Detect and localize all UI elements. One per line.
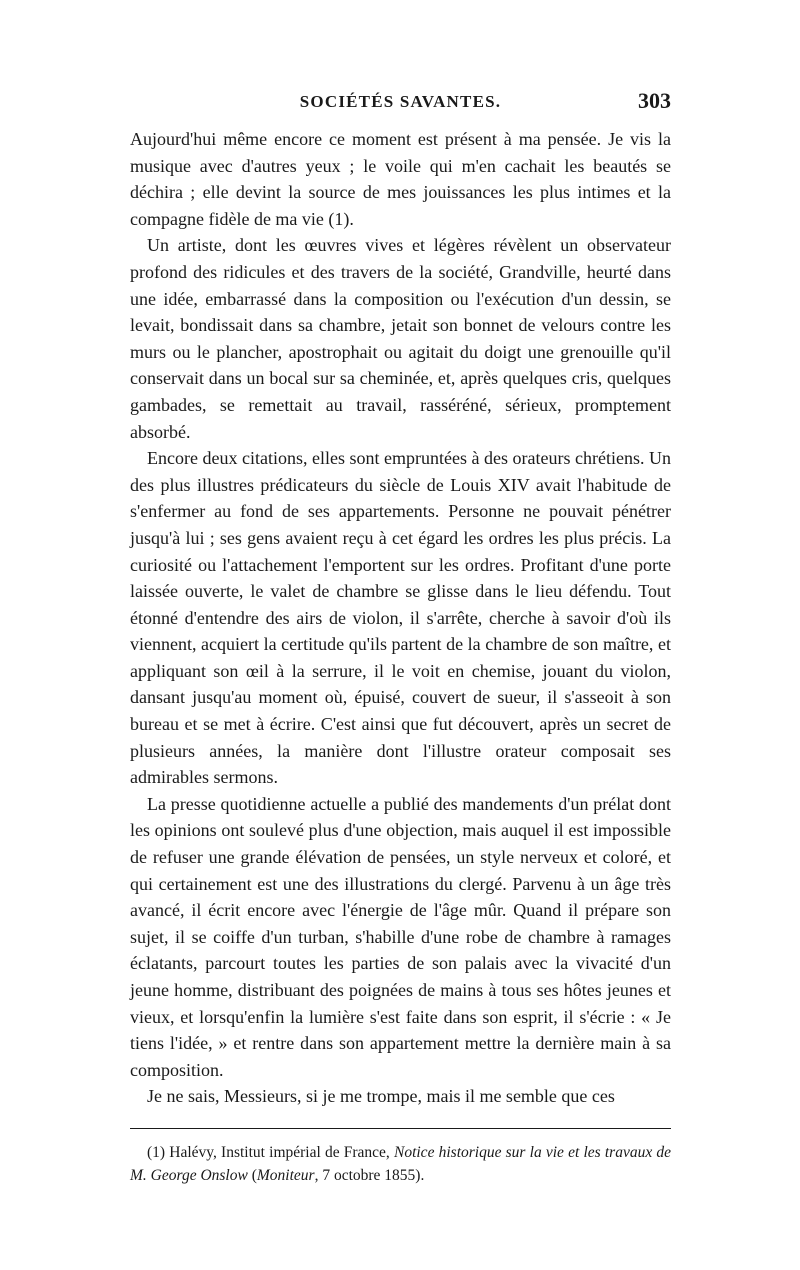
footnote-prefix: (1) Halévy, Institut impérial de France, [147,1143,394,1161]
paragraph-5: Je ne sais, Messieurs, si je me trompe, mais il me semble que ces [147,1086,615,1107]
paragraph-3: Encore deux citations, elles sont empruntées à des orateurs chrétiens. Un des plus illustres prédicateurs du siècle de Louis XIV avait l'habitude de s'enfermer au fond de ses appartements. Personne ne pouvait pénétrer jusqu'à lui ; ses gens avaient reçu à cet égard les ordres les plus précis. La curiosité ou l'attachement l'emportent sur les ordres. Profitant d'une porte laissée ouverte, le valet de chambre se glisse dans le lieu défendu. Tout étonné d'entendre des airs de violon, il s'arrête, cherche à savoir d'où ils viennent, acquiert la certitude qu'ils partent de la chambre de son maître, et appliquant son œil à la serrure, il le voit en chemise, jouant du violon, dansant jusqu'au moment où, épuisé, couvert de sueur, il s'asseoit à son bureau et se met à écrire. C'est ainsi que fut découvert, après un secret de plusieurs années, la manière dont l'illustre orateur composait ses admirables sermons. [130,448,671,788]
footnote-suffix: , 7 octobre 1855). [314,1166,425,1184]
body-text [130,126,671,1110]
paragraph-4: La presse quotidienne actuelle a publié des mandements d'un prélat dont les opinions ont soulevé plus d'une objection, mais auquel il est impossible de refuser une grande élévation de pensées, un style nerveux et coloré, et qui certainement est une des illustrations du clergé. Parvenu à un âge très avancé, il écrit encore avec l'énergie de l'âge mûr. Quand il prépare son sujet, il se coiffe d'un turban, s'habille d'une robe de chambre à ramages éclatants, parcourt toutes les parties de son palais avec la vivacité d'un jeune homme, distribuant des poignées de mains à tous ses hôtes jeunes et vieux, et lorsqu'enfin la lumière s'est faite dans son esprit, il s'écrie : « Je tiens l'idée, » et rentre dans son appartement mettre la dernière main à sa composition. [130,793,671,1080]
footnote-paren: ( [247,1166,257,1184]
footnote-rule [130,1128,671,1129]
footnote [130,1141,671,1187]
paragraph-1: Aujourd'hui même encore ce moment est présent à ma pensée. Je vis la musique avec d'autres yeux ; le voile qui m'en cachait les beautés se déchira ; elle devint la source de mes jouissances les plus intimes et la compagne fidèle de ma vie (1). [130,129,671,229]
footnote-title: Notice historique sur la vie et les travaux de M. George Onslow [130,1143,671,1184]
book-page [130,88,671,1187]
running-title: SOCIÉTÉS SAVANTES. [299,92,502,111]
page-number: 303 [638,88,671,113]
page-header [130,88,671,120]
paragraph-2: Un artiste, dont les œuvres vives et légères révèlent un observateur profond des ridicules et des travers de la société, Grandville, heurté dans une idée, embarrassé dans la composition ou l'exécution d'un dessin, se levait, bondissait dans sa chambre, jetait son bonnet de velours contre les murs ou le plancher, apostrophait ou agitait du doigt une grenouille qu'il conservait dans un bocal sur sa cheminée, et, après quelques cris, quelques gambades, se remettait au travail, rasséréné, sérieux, promptement absorbé. [130,235,671,442]
footnote-source: Moniteur [256,1166,315,1184]
